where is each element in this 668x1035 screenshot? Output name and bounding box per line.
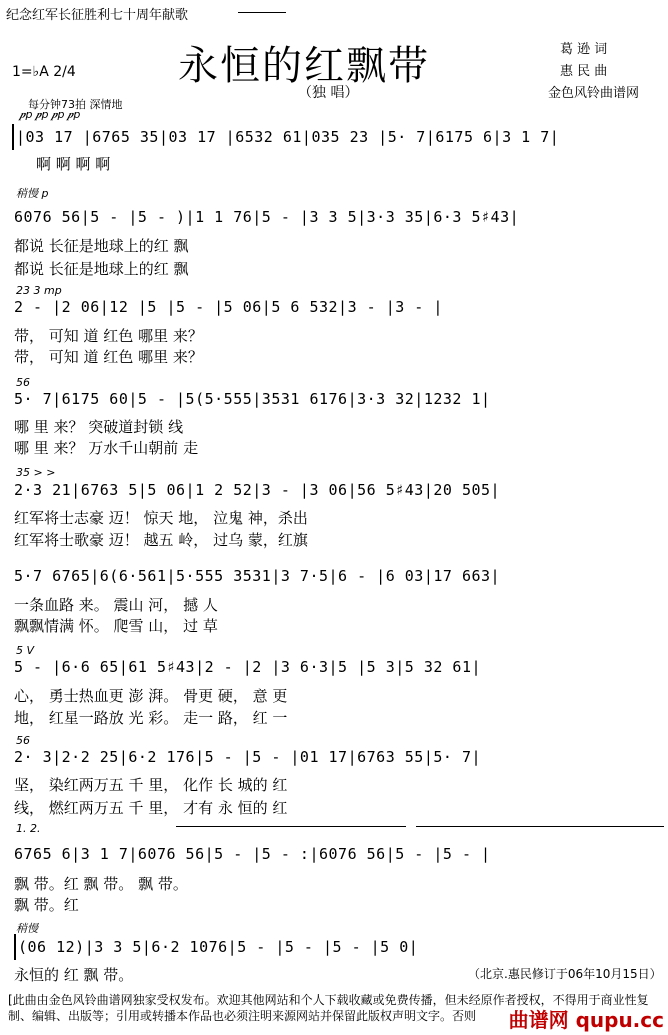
- notation-line: 6765 6|3 1 7|6076 56|5 - |5 - :|6076 56|5 - |5 - |: [14, 845, 491, 863]
- notation-line: |03 17 |6765 35|03 17 |6532 61|035 23 |5· 7|6175 6|3 1 7|: [16, 128, 560, 146]
- key-signature: 1=♭A 2/4: [12, 64, 76, 80]
- lyric-line-2: 带， 可知 道 红色 哪里 来？: [14, 348, 203, 366]
- lyric-line-1: 红军将士志豪 迈！ 惊天 地， 泣鬼 神，杀出: [14, 509, 308, 527]
- dynamics-marks: 23 3 mp: [16, 284, 62, 297]
- dedication-line: [238, 12, 286, 13]
- lyric-line-1: 飘 带。红 飘 带。 飘 带。: [14, 875, 188, 893]
- subtitle: （独 唱）: [298, 85, 359, 101]
- lyric-line-1: 一条血路 来。 震山 河， 撼 人: [14, 596, 218, 614]
- staff-bracket: [12, 124, 14, 150]
- dynamics-marks: 56: [16, 376, 30, 389]
- dynamics-marks: 稍慢 p: [16, 187, 49, 200]
- lyric-line-1: 心， 勇士热血更 澎 湃。 骨更 硬， 意 更: [14, 687, 288, 705]
- lyric-line-2: 线， 燃红两万五 千 里， 才有 永 恒的 红: [14, 799, 288, 817]
- dynamics-marks: 56: [16, 734, 30, 747]
- lyric-line-1: 啊 啊 啊 啊: [36, 155, 111, 173]
- lyric-line-1: 坚， 染红两万五 千 里， 化作 长 城的 红: [14, 776, 288, 794]
- staff-bracket: [14, 934, 16, 960]
- notation-line: 5·7 6765|6(6·561|5·555 3531|3 7·5|6 - |6 03|17 663|: [14, 567, 501, 585]
- dynamics-marks: 35 > >: [16, 466, 56, 479]
- lyric-line-2: 飘 带。红: [14, 896, 79, 914]
- lyric-line-2: 都说 长征是地球上的红 飘: [14, 260, 189, 278]
- tempo-change-mark: 稍慢: [16, 922, 38, 935]
- dedication: 纪念红军长征胜利七十周年献歌: [6, 8, 189, 23]
- lyric-line-2: 地， 红星一路放 光 彩。 走一 路， 红 一: [14, 709, 288, 727]
- dynamics-marks: 5 V: [16, 644, 35, 657]
- lyric-line-1: 永恒的 红 飘 带。: [14, 966, 134, 984]
- site-watermark: 曲谱网 qupu.cc: [508, 1008, 664, 1032]
- dynamics-marks: 𝆏p 𝆏p 𝆏p 𝆏p: [20, 108, 81, 121]
- lyric-line-1: 哪 里 来？ 突破道封锁 线: [14, 418, 184, 436]
- lyricist: 葛 逊 词: [560, 42, 608, 57]
- lyric-line-2: 红军将士歌豪 迈！ 越五 岭， 过乌 蒙，红旗: [14, 531, 308, 549]
- copyright-text: [此曲由金色风铃曲谱网独家受权发布。欢迎其他网站和个人下载收藏或免费传播，但未经原作者授权，不得用于商业性复制、编辑、出版等；引用或转播本作品也必须注明来源网站并保留此版权声明文字。否则: [8, 993, 649, 1023]
- revision-note: （北京.惠民修订于06年10月15日）: [468, 967, 662, 981]
- notation-line: 2 - |2 06|12 |5 |5 - |5 06|5 6 532|3 - |3 - |: [14, 298, 443, 316]
- notation-line: 5· 7|6175 60|5 - |5(5·555|3531 6176|3·3 32|1232 1|: [14, 390, 491, 408]
- song-title: 永恒的红飘带: [178, 43, 430, 89]
- source-site: 金色风铃曲谱网: [548, 86, 640, 101]
- notation-line: 5 - |6·6 65|61 5♯43|2 - |2 |3 6·3|5 |5 3|5 32 61|: [14, 658, 482, 676]
- second-ending-bracket: [416, 826, 664, 827]
- notation-line: 2·3 21|6763 5|5 06|1 2 52|3 - |3 06|56 5♯43|20 505|: [14, 481, 501, 499]
- volta-marks: 1. 2.: [16, 822, 41, 835]
- first-ending-bracket: [176, 826, 406, 827]
- lyric-line-2: 飘飘情满 怀。 爬雪 山， 过 草: [14, 617, 218, 635]
- notation-line: 6076 56|5 - |5 - )|1 1 76|5 - |3 3 5|3·3 35|6·3 5♯43|: [14, 208, 520, 226]
- lyric-line-1: 都说 长征是地球上的红 飘: [14, 237, 189, 255]
- notation-line: (06 12)|3 3 5|6·2 1076|5 - |5 - |5 - |5 0|: [18, 938, 419, 956]
- lyric-line-2: 哪 里 来？ 万水千山朝前 走: [14, 439, 199, 457]
- composer: 惠 民 曲: [560, 64, 608, 79]
- notation-line: 2· 3|2·2 25|6·2 176|5 - |5 - |01 17|6763 55|5· 7|: [14, 748, 482, 766]
- tempo-marking: 每分钟73拍 深情地: [28, 98, 123, 111]
- lyric-line-1: 带， 可知 道 红色 哪里 来？: [14, 327, 203, 345]
